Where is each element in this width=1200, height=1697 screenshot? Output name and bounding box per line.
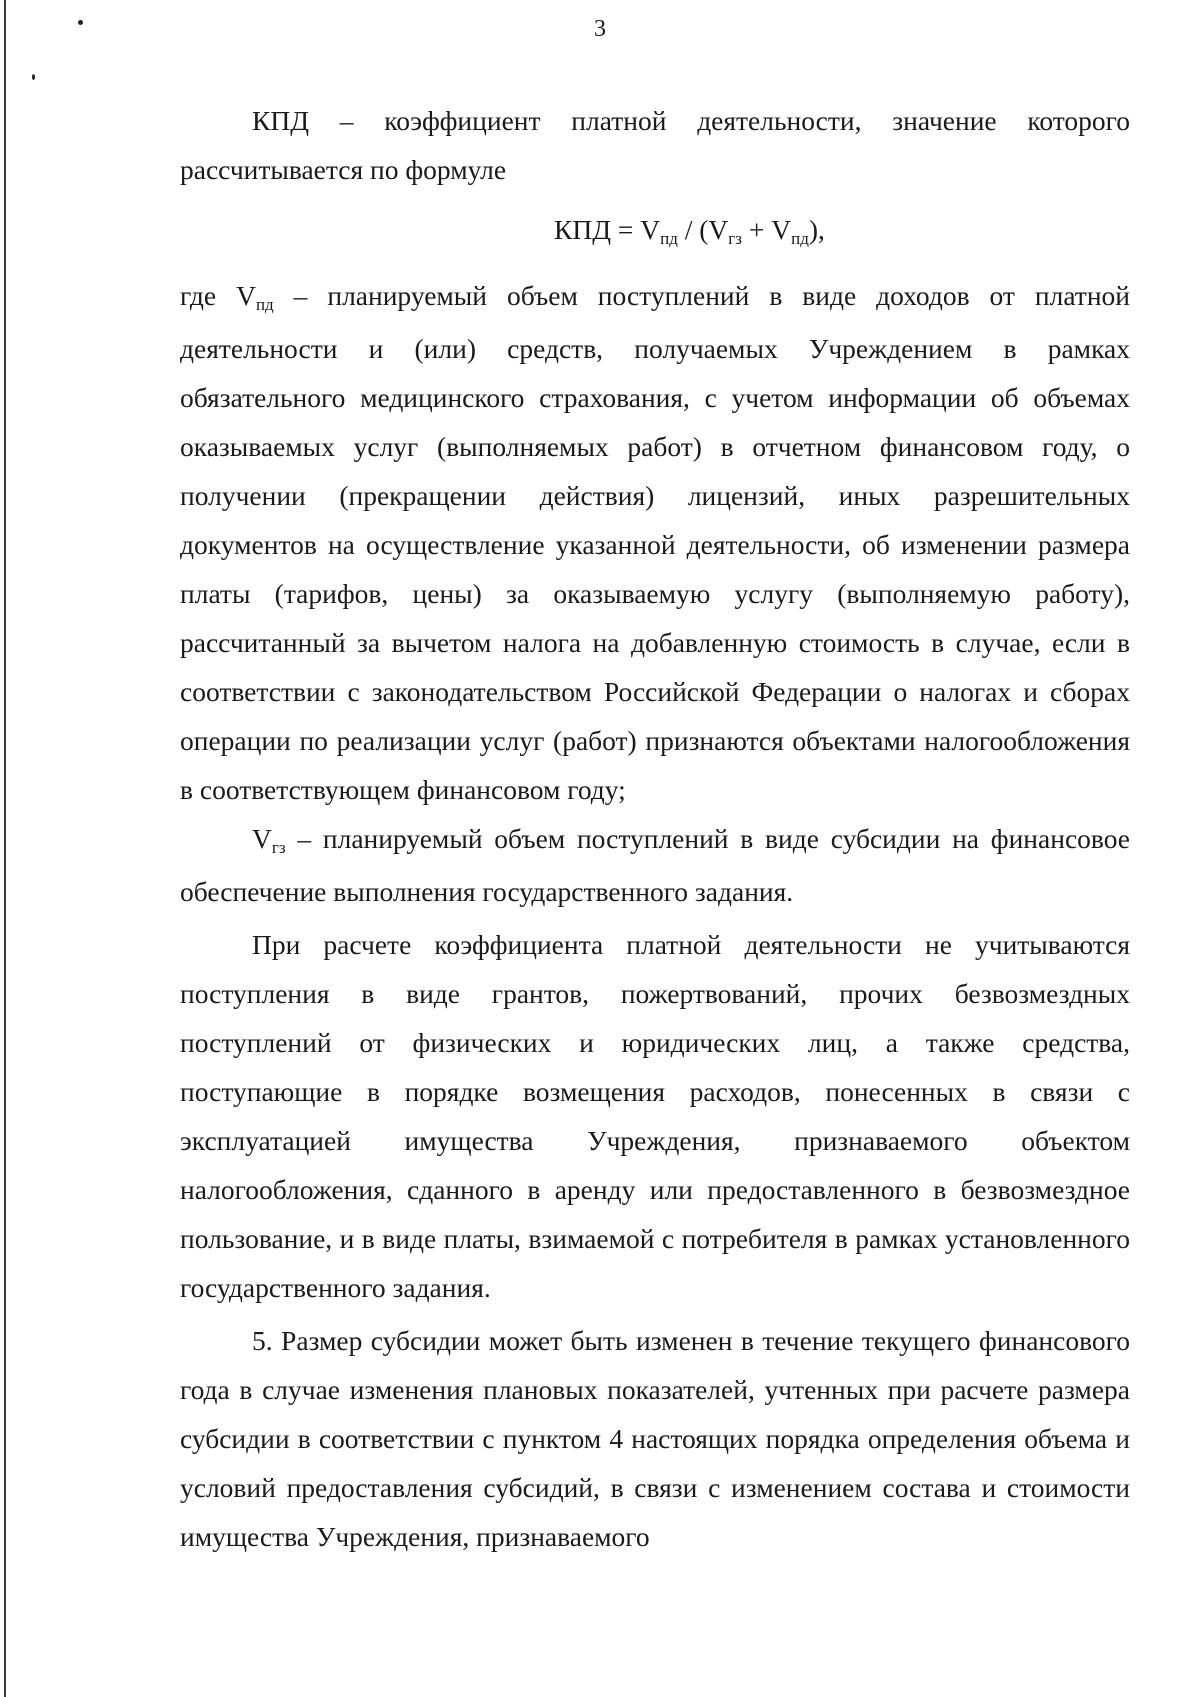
formula-mid: / (V: [677, 214, 729, 245]
vpd-lead: где V: [180, 280, 256, 311]
vgz-definition-paragraph: [180, 814, 1130, 916]
vgz-lead: V: [252, 823, 272, 854]
exclusions-paragraph: При расчете коэффициента платной деятельности не учитываются поступления в виде грантов, пожертвований, прочих безвозмездных поступлений от физических и юридических лиц, а также средства, поступающие в порядке возмещения расходов, понесенных в связи с эксплуатацией имущества Учреждения, признаваемого объектом налогообложения, сданного в аренду или предоставленного в безвозмездное пользование, и в виде платы, взимаемой с потребителя в рамках установленного государственного задания.: [180, 929, 1130, 1303]
scan-left-edge: [4, 0, 6, 1697]
formula-sub-2: гз: [728, 229, 742, 248]
vpd-definition-paragraph: [180, 271, 1130, 814]
kpd-definition-paragraph: КПД – коэффициент платной деятельности, значение которого рассчитывается по формуле: [180, 105, 1130, 185]
vpd-sub: пд: [255, 295, 274, 314]
vgz-sub: гз: [271, 838, 286, 857]
formula-lhs: КПД = V: [554, 214, 661, 245]
scan-speck: [32, 74, 35, 80]
document-body: [180, 96, 1130, 1561]
formula-sub-3: пд: [791, 229, 809, 248]
formula-end: ),: [808, 214, 825, 245]
formula-plus: + V: [741, 214, 792, 245]
page-number: 3: [594, 16, 606, 42]
formula-sub-1: пд: [660, 229, 678, 248]
vpd-text: – планируемый объем поступлений в виде доходов от платной деятельности и (или) средств, получаемых Учреждением в рамках обязательного медицинского страхования, с учетом информации об объемах оказываемых услуг (выполняемых работ) в отчетном финансовом году, о получении (прекращении действия) лицензий, иных разрешительных документов на осуществление указанной деятельности, об изменении размера платы (тарифов, цены) за оказываемую услугу (выполняемую работу), рассчитанный за вычетом налога на добавленную стоимость в случае, если в соответствии с законодательством Российской Федерации о налогах и сборах операции по реализации услуг (работ) признаются объектами налогообложения в соответствующем финансовом году;: [180, 280, 1131, 805]
vgz-text: – планируемый объем поступлений в виде субсидии на финансовое обеспечение выполнения государственного задания.: [180, 823, 1130, 907]
item-5-paragraph: 5. Размер субсидии может быть изменен в течение текущего финансового года в случае изменения плановых показателей, учтенных при расчете размера субсидии в соответствии с пунктом 4 настоящих порядка определения объема и условий предоставления субсидий, в связи с изменением состава и стоимости имущества Учреждения, признаваемого: [180, 1325, 1130, 1552]
kpd-formula: [180, 205, 1130, 258]
